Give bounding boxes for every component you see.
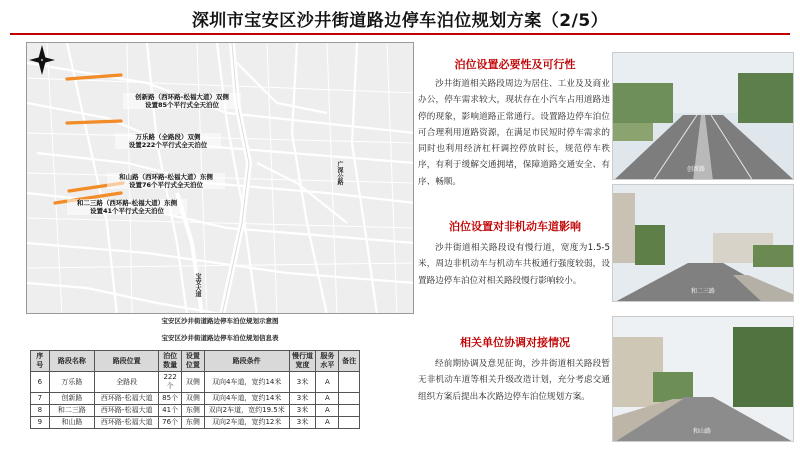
col-header: 备注 [339, 351, 360, 372]
table-cell: 东侧 [182, 417, 205, 429]
table-cell: A [316, 405, 339, 417]
col-header: 路段位置 [95, 351, 159, 372]
table-row [31, 405, 360, 417]
col-header: 服务水平 [316, 351, 339, 372]
page-title: 深圳市宝安区沙井街道路边停车泊位规划方案（2/5） [191, 11, 609, 31]
photo-caption: 和山路 [693, 428, 712, 435]
table-cell: 双侧 [182, 393, 205, 405]
section-text-coordination: 经前期协调及意见征询，沙井街道相关路段暂无非机动车道等相关升级改造计划，充分考虑交通组织方案后提出本次路边停车泊位规划方案。 [418, 359, 610, 402]
table-cell: A [316, 372, 339, 393]
section-heading-necessity: 泊位设置必要性及可行性 [454, 58, 576, 71]
col-header: 设置位置 [182, 351, 205, 372]
road-name-guangshen: 广深公路 [336, 161, 343, 185]
table-cell: 创新路 [49, 393, 95, 405]
table-cell: 西环路-松福大道 [95, 405, 159, 417]
photo-caption: 创新路 [687, 166, 706, 173]
table-cell: 3米 [289, 417, 316, 429]
table-cell [339, 372, 360, 393]
table-cell: 双向2车道，宽约19.5米 [204, 405, 289, 417]
table-cell: 和二三路 [49, 405, 95, 417]
table-cell: 双侧 [182, 372, 205, 393]
section-text-necessity: 沙井街道相关路段周边为居住、工业及及商业办公，停车需求较大，现状存在小汽车占用道路违停的现象，影响道路正常通行。设置路边停车泊位可合理利用道路资源，在满足市民短时停车需求的同时也利用经济杠杆调控停放时长，规范停车秩序，有利于缓解交通拥堵，保障道路交通安全、有序、畅顺。 [418, 79, 610, 187]
title-divider [10, 33, 790, 35]
section-heading-nonmotor: 泊位设置对非机动车道影响 [449, 220, 581, 233]
table-cell: A [316, 393, 339, 405]
table-cell: 3米 [289, 372, 316, 393]
col-header: 路段名称 [49, 351, 95, 372]
table-cell: 和山路 [49, 417, 95, 429]
road-name-baoan: 宝安大道 [194, 273, 201, 297]
table-cell: 9 [31, 417, 50, 429]
table-row [31, 372, 360, 393]
table-cell: 222个 [159, 372, 182, 393]
table-cell: 7 [31, 393, 50, 405]
photo-heshan-road [612, 316, 794, 442]
table-cell: 85个 [159, 393, 182, 405]
section-heading-coordination: 相关单位协调对接情况 [460, 336, 570, 349]
table-cell: 76个 [159, 417, 182, 429]
section-text-nonmotor: 沙井街道相关路段设有慢行道，宽度为1.5-5米，周边非机动车与机动车共板通行强度较弱，设置路边停车泊位对相关路段慢行影响较小。 [418, 243, 610, 286]
planning-map [26, 42, 414, 314]
table-cell: 3米 [289, 405, 316, 417]
table-cell: 东侧 [182, 405, 205, 417]
col-header: 路段条件 [204, 351, 289, 372]
table-cell [339, 405, 360, 417]
table-cell: 双向4车道，宽约14米 [204, 393, 289, 405]
col-header: 泊位数量 [159, 351, 182, 372]
table-cell: 西环路-松福大道 [95, 417, 159, 429]
map-label-heshan: 和山路（西环路-松福大道）东侧 设置76个平行式全天泊位 [107, 173, 225, 189]
table-cell: 西环路-松福大道 [95, 393, 159, 405]
table-row [31, 393, 360, 405]
table-cell: 6 [31, 372, 50, 393]
table-cell [339, 417, 360, 429]
map-caption: 宝安区沙井街道路边停车泊位规划示意图 [161, 317, 279, 325]
col-header: 序号 [31, 351, 50, 372]
table-row [31, 417, 360, 429]
table-cell [339, 393, 360, 405]
table-cell: 8 [31, 405, 50, 417]
table-cell: 3米 [289, 393, 316, 405]
map-label-wanle: 万乐路（全路段）双侧 设置222个平行式全天泊位 [115, 133, 221, 149]
table-caption: 宝安区沙井街道路边停车泊位规划信息表 [161, 334, 279, 342]
table-cell: 双向2车道，宽约12米 [204, 417, 289, 429]
table-cell: 全路段 [95, 372, 159, 393]
map-label-chuangxin: 创新路（西环路-松福大道）双侧 设置85个平行式全天泊位 [123, 93, 241, 109]
photo-he-er-san-road [612, 184, 794, 302]
table-cell: 双向4车道，宽约14米 [204, 372, 289, 393]
table-cell: 万乐路 [49, 372, 95, 393]
table-cell: A [316, 417, 339, 429]
map-label-he-er-san: 和二三路（西环路-松福大道）东侧 设置41个平行式全天泊位 [67, 199, 187, 215]
parking-info-table [30, 350, 360, 429]
col-header: 慢行道宽度 [289, 351, 316, 372]
table-cell: 41个 [159, 405, 182, 417]
north-arrow-icon [27, 43, 57, 77]
photo-chuangxin-road [612, 52, 794, 180]
photo-caption: 和二三路 [691, 288, 716, 295]
table-header-row [31, 351, 360, 372]
